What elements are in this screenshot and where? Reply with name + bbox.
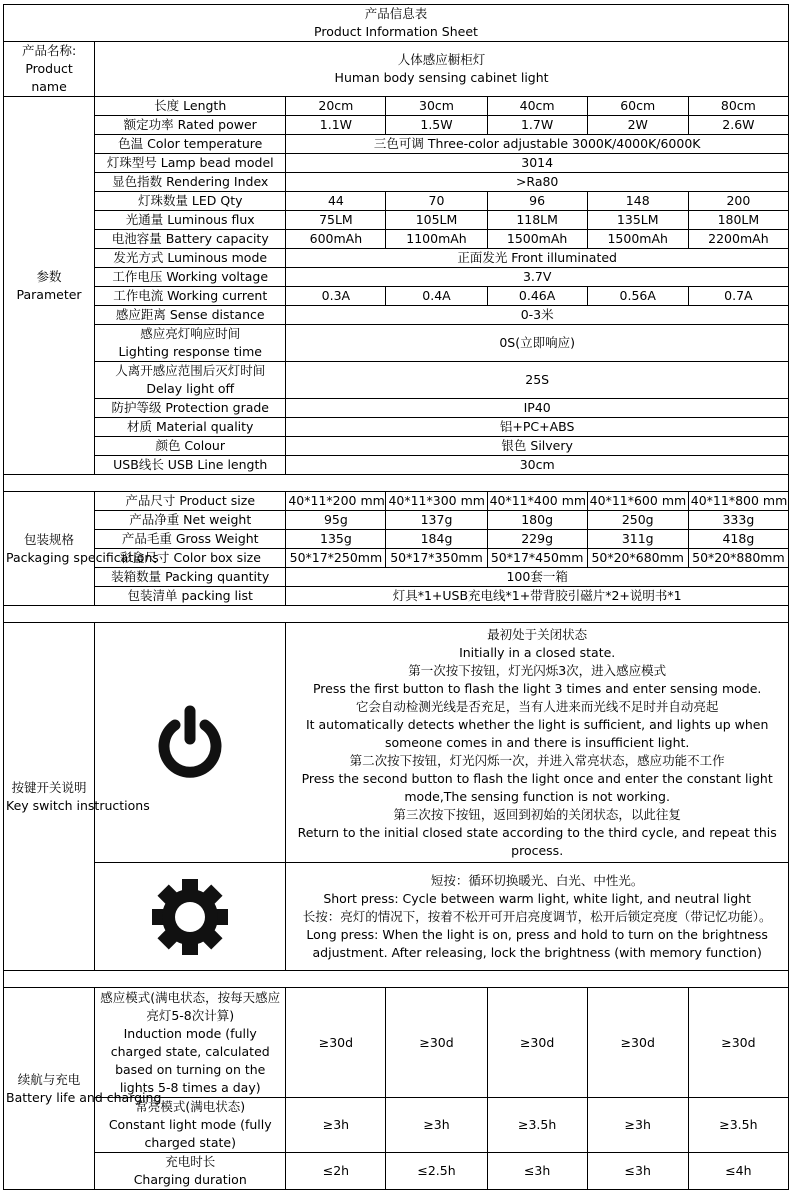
value-cell: 50*17*350mm (386, 549, 487, 568)
row-label: 工作电压 Working voltage (95, 268, 286, 287)
instruction-line: Press the second button to flash the light once and enter the constant light mode,The sensing function is not working. (301, 770, 773, 804)
value-cell: 1.1W (286, 116, 386, 135)
key-switch-label_cn: 按键开关说明 (11, 779, 87, 795)
spacer-row (4, 475, 789, 492)
row-label: 灯珠数量 LED Qty (95, 192, 286, 211)
value-cell: 80cm (688, 97, 788, 116)
value-cell: ≤3h (487, 1153, 587, 1190)
key-switch-label_en: Key switch instructions (6, 797, 150, 813)
power-instructions (286, 623, 789, 863)
row-label: 工作电流 Working current (95, 287, 286, 306)
product-name-cn: 人体感应橱柜灯 (397, 52, 486, 67)
instruction-line: 长按：亮灯的情况下，按着不松开可开启亮度调节，松开后锁定亮度（带记忆功能）。 (302, 908, 772, 924)
value-cell: 95g (286, 511, 386, 530)
parameter-label-en: Parameter (16, 286, 82, 302)
row-label: 长度 Length (95, 97, 286, 116)
row-label: 人离开感应范围后灭灯时间 Delay light off (95, 362, 286, 399)
value-cell: 40*11*600 mm (587, 492, 688, 511)
value-cell: ≥3.5h (487, 1098, 587, 1153)
battery-section-label (4, 988, 162, 1190)
value-cell: 1100mAh (386, 230, 487, 249)
instruction-line: 第一次按下按钮，灯光闪烁3次，进入感应模式 (408, 662, 667, 678)
row-label: 感应模式(满电状态，按每天感应亮灯5-8次计算) Induction mode (fully charged state, calculated based on turning on the lights 5-8 times a day) (95, 988, 286, 1098)
row-label: 显色指数 Rendering Index (95, 173, 286, 192)
value-cell: 137g (386, 511, 487, 530)
instruction-line: 第二次按下按钮，灯光闪烁一次，并进入常亮状态，感应功能不工作 (349, 752, 725, 768)
value-cell: ≥3h (386, 1098, 487, 1153)
value-cell: 135LM (587, 211, 688, 230)
instruction-line: Short press: Cycle between warm light, white light, and neutral light (323, 890, 752, 906)
value-cell: 2W (587, 116, 688, 135)
value-cell: 44 (286, 192, 386, 211)
product-information-sheet (3, 4, 789, 1190)
battery-label-cn: 续航与充电 (17, 1071, 81, 1087)
value-cell: ≥30d (688, 988, 788, 1098)
row-label: 充电时长 Charging duration (95, 1153, 286, 1190)
value-cell: 418g (688, 530, 788, 549)
value-cell: 250g (587, 511, 688, 530)
parameter-section-label (4, 97, 95, 475)
row-label: 颜色 Colour (95, 437, 286, 456)
key_switch-section-label (4, 623, 150, 971)
value-cell: 70 (386, 192, 487, 211)
spacer-row (4, 971, 789, 988)
power-icon (152, 705, 228, 781)
span-value-cell: IP40 (286, 399, 789, 418)
value-cell: ≤3h (587, 1153, 688, 1190)
value-cell: 1500mAh (587, 230, 688, 249)
row-label: 产品毛重 Gross Weight (95, 530, 286, 549)
value-cell: 135g (286, 530, 386, 549)
gear-instructions (286, 863, 789, 971)
span-value-cell: 100套一箱 (286, 568, 789, 587)
row-label: 装箱数量 Packing quantity (95, 568, 286, 587)
row-label: 材质 Material quality (95, 418, 286, 437)
value-cell: 50*17*450mm (487, 549, 587, 568)
value-cell: ≤4h (688, 1153, 788, 1190)
value-cell: 40*11*300 mm (386, 492, 487, 511)
row-label: 感应距离 Sense distance (95, 306, 286, 325)
value-cell: 184g (386, 530, 487, 549)
value-cell: ≥30d (587, 988, 688, 1098)
row-label: 额定功率 Rated power (95, 116, 286, 135)
span-value-cell: 30cm (286, 456, 789, 475)
span-value-cell: 正面发光 Front illuminated (286, 249, 789, 268)
value-cell: 50*20*880mm (688, 549, 788, 568)
instruction-line: Long press: When the light is on, press and hold to turn on the brightness adjustment. After releasing, lock the brightness (with memory function) (306, 926, 768, 960)
packaging-label-cn: 包装规格 (24, 531, 75, 547)
value-cell: 1500mAh (487, 230, 587, 249)
value-cell: 2.6W (688, 116, 788, 135)
gear-icon-cell (95, 863, 286, 971)
row-label: 电池容量 Battery capacity (95, 230, 286, 249)
instruction-line: It automatically detects whether the light is sufficient, and lights up when someone comes in and there is insufficient light. (305, 716, 769, 750)
value-cell: ≥30d (386, 988, 487, 1098)
parameter-label-cn: 参数 (36, 268, 62, 284)
value-cell: 0.56A (587, 287, 688, 306)
value-cell: ≥3.5h (688, 1098, 788, 1153)
value-cell: 200 (688, 192, 788, 211)
row-label: 常亮模式(满电状态) Constant light mode (fully charged state) (95, 1098, 286, 1153)
value-cell: 311g (587, 530, 688, 549)
value-cell: ≥30d (286, 988, 386, 1098)
value-cell: ≥3h (587, 1098, 688, 1153)
value-cell: 30cm (386, 97, 487, 116)
value-cell: 148 (587, 192, 688, 211)
value-cell: 0.3A (286, 287, 386, 306)
value-cell: 50*17*250mm (286, 549, 386, 568)
value-cell: 0.7A (688, 287, 788, 306)
packaging-section-label (4, 492, 159, 606)
instruction-line: Return to the initial closed state according to the third cycle, and repeat this process. (297, 824, 777, 858)
value-cell: 333g (688, 511, 788, 530)
row-label: 灯珠型号 Lamp bead model (95, 154, 286, 173)
power-icon-cell (95, 623, 286, 863)
value-cell: 96 (487, 192, 587, 211)
value-cell: 40*11*200 mm (286, 492, 386, 511)
product-name-label: 产品名称: Product name (4, 42, 95, 97)
value-cell: 105LM (386, 211, 487, 230)
row-label: 防护等级 Protection grade (95, 399, 286, 418)
instruction-line: Press the first button to flash the light 3 times and enter sensing mode. (312, 680, 762, 696)
value-cell: 60cm (587, 97, 688, 116)
value-cell: ≤2.5h (386, 1153, 487, 1190)
value-cell: 40*11*400 mm (487, 492, 587, 511)
instruction-line: 最初处于关闭状态 (487, 626, 588, 642)
row-label: 发光方式 Luminous mode (95, 249, 286, 268)
instruction-line: 短按：循环切换暖光、白光、中性光。 (430, 872, 644, 888)
span-value-cell: 0-3米 (286, 306, 789, 325)
title-en: Product Information Sheet (314, 24, 478, 39)
value-cell: 0.4A (386, 287, 487, 306)
value-cell: 20cm (286, 97, 386, 116)
instruction-line: 它会自动检测光线是否充足，当有人进来而光线不足时并自动亮起 (355, 698, 719, 714)
span-value-cell: 银色 Silvery (286, 437, 789, 456)
packaging-label-en: Packaging specifications (6, 549, 159, 565)
value-cell: ≤2h (286, 1153, 386, 1190)
value-cell: 0.46A (487, 287, 587, 306)
value-cell: 180g (487, 511, 587, 530)
battery-label-en: Battery life and charging (6, 1089, 162, 1105)
row-label: USB线长 USB Line length (95, 456, 286, 475)
value-cell: 40*11*800 mm (688, 492, 788, 511)
product-name-value (95, 42, 789, 97)
value-cell: 118LM (487, 211, 587, 230)
gear-icon (150, 877, 230, 957)
span-value-cell: >Ra80 (286, 173, 789, 192)
value-cell: 1.7W (487, 116, 587, 135)
row-label: 包装清单 packing list (95, 587, 286, 606)
spacer-row (4, 606, 789, 623)
product-name-en: Human body sensing cabinet light (334, 70, 549, 85)
value-cell: 229g (487, 530, 587, 549)
value-cell: ≥30d (487, 988, 587, 1098)
value-cell: 50*20*680mm (587, 549, 688, 568)
span-value-cell: 3.7V (286, 268, 789, 287)
value-cell: 180LM (688, 211, 788, 230)
row-label: 色温 Color temperature (95, 135, 286, 154)
value-cell: 2200mAh (688, 230, 788, 249)
row-label: 产品尺寸 Product size (95, 492, 286, 511)
value-cell: 1.5W (386, 116, 487, 135)
value-cell: 40cm (487, 97, 587, 116)
span-value-cell: 3014 (286, 154, 789, 173)
span-value-cell: 0S(立即响应) (286, 325, 789, 362)
span-value-cell: 灯具*1+USB充电线*1+带背胶引磁片*2+说明书*1 (286, 587, 789, 606)
row-label: 产品净重 Net weight (95, 511, 286, 530)
instruction-line: 第三次按下按钮，返回到初始的关闭状态，以此往复 (393, 806, 681, 822)
value-cell: 75LM (286, 211, 386, 230)
row-label: 光通量 Luminous flux (95, 211, 286, 230)
span-value-cell: 铝+PC+ABS (286, 418, 789, 437)
row-label: 彩盒尺寸 Color box size (95, 549, 286, 568)
value-cell: 600mAh (286, 230, 386, 249)
row-label: 感应亮灯响应时间 Lighting response time (95, 325, 286, 362)
sheet-title (4, 5, 789, 42)
span-value-cell: 25S (286, 362, 789, 399)
instruction-line: Initially in a closed state. (459, 644, 616, 660)
span-value-cell: 三色可调 Three-color adjustable 3000K/4000K/6000K (286, 135, 789, 154)
title-cn: 产品信息表 (364, 6, 428, 21)
value-cell: ≥3h (286, 1098, 386, 1153)
